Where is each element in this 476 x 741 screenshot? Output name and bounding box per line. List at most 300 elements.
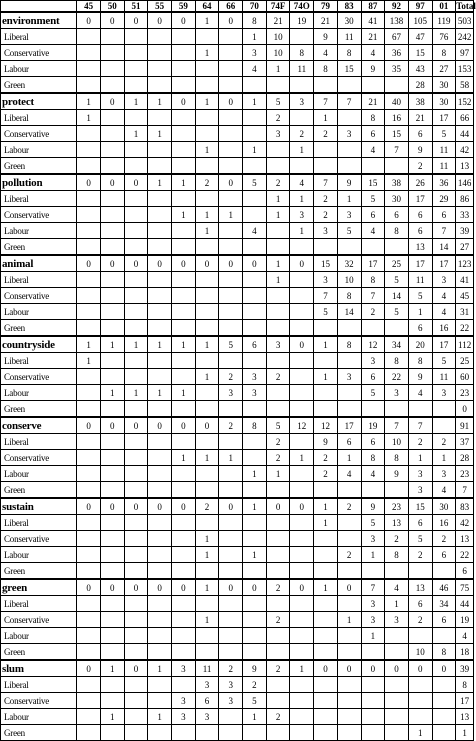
party-count-cell: [100, 401, 124, 418]
party-count-cell: 10: [266, 29, 290, 45]
term-count-cell: 0: [290, 579, 314, 596]
term-count-cell: 1: [172, 174, 196, 191]
party-count-cell: 2: [385, 531, 409, 547]
column-header: 70: [243, 1, 267, 13]
party-count-cell: [195, 563, 219, 580]
party-count-cell: [290, 547, 314, 563]
party-row: [1, 709, 474, 725]
party-row: [1, 725, 474, 741]
party-count-cell: 6: [408, 207, 432, 223]
party-row: [1, 644, 474, 661]
party-count-cell: 2: [219, 369, 243, 385]
party-count-cell: [385, 677, 409, 693]
party-count-cell: [361, 725, 385, 741]
party-count-cell: [314, 547, 338, 563]
party-count-cell: [219, 482, 243, 499]
party-count-cell: [148, 207, 172, 223]
party-count-cell: [124, 450, 148, 466]
party-count-cell: 28: [456, 450, 474, 466]
term-count-cell: 17: [408, 255, 432, 272]
party-count-cell: [172, 320, 196, 337]
party-count-cell: 17: [408, 191, 432, 207]
term-count-cell: 0: [77, 579, 101, 596]
party-count-cell: 3: [219, 693, 243, 709]
party-count-cell: 6: [408, 223, 432, 239]
term-count-cell: 1: [195, 336, 219, 353]
party-label: Conservative: [1, 531, 77, 547]
party-count-cell: 2: [361, 304, 385, 320]
term-label: green: [1, 579, 77, 596]
party-label: Green: [1, 320, 77, 337]
party-count-cell: [100, 466, 124, 482]
term-count-cell: 20: [408, 336, 432, 353]
party-count-cell: [314, 709, 338, 725]
party-count-cell: [172, 288, 196, 304]
party-count-cell: [195, 272, 219, 288]
party-count-cell: 3: [195, 677, 219, 693]
term-count-cell: 0: [361, 660, 385, 677]
party-count-cell: 1: [408, 450, 432, 466]
party-count-cell: [148, 272, 172, 288]
term-count-cell: 15: [361, 174, 385, 191]
term-count-cell: 0: [124, 174, 148, 191]
party-count-cell: [124, 612, 148, 628]
party-count-cell: [195, 644, 219, 661]
party-count-cell: [124, 142, 148, 158]
party-count-cell: [361, 401, 385, 418]
party-count-cell: [195, 29, 219, 45]
party-count-cell: [172, 515, 196, 531]
party-count-cell: 5: [361, 191, 385, 207]
party-count-cell: 13: [385, 515, 409, 531]
term-count-cell: 7: [408, 417, 432, 434]
party-count-cell: [124, 45, 148, 61]
party-count-cell: [290, 628, 314, 644]
party-count-cell: [266, 223, 290, 239]
party-count-cell: [148, 158, 172, 175]
party-count-cell: [290, 725, 314, 741]
party-count-cell: [148, 353, 172, 369]
term-label: protect: [1, 93, 77, 110]
party-count-cell: 1: [290, 191, 314, 207]
party-count-cell: 2: [314, 207, 338, 223]
party-count-cell: [77, 223, 101, 239]
party-count-cell: [148, 223, 172, 239]
term-count-cell: 0: [290, 255, 314, 272]
party-count-cell: [148, 547, 172, 563]
party-count-cell: [290, 304, 314, 320]
party-count-cell: 4: [361, 45, 385, 61]
party-label: Liberal: [1, 110, 77, 126]
party-count-cell: 9: [385, 466, 409, 482]
term-count-cell: 34: [385, 336, 409, 353]
party-count-cell: 6: [195, 693, 219, 709]
party-count-cell: 2: [314, 126, 338, 142]
party-count-cell: [124, 531, 148, 547]
party-row: [1, 304, 474, 320]
party-count-cell: [172, 29, 196, 45]
party-count-cell: [148, 401, 172, 418]
term-count-cell: 0: [100, 12, 124, 29]
party-count-cell: [100, 239, 124, 256]
term-count-cell: 138: [385, 12, 409, 29]
term-count-cell: 0: [219, 498, 243, 515]
party-count-cell: 3: [432, 272, 456, 288]
term-count-cell: 9: [337, 174, 361, 191]
party-count-cell: 5: [408, 531, 432, 547]
party-row: [1, 515, 474, 531]
party-count-cell: [100, 77, 124, 94]
term-count-cell: 0: [172, 93, 196, 110]
term-count-cell: 8: [337, 336, 361, 353]
party-count-cell: 1: [314, 110, 338, 126]
party-count-cell: [77, 693, 101, 709]
term-count-cell: 2: [219, 417, 243, 434]
party-count-cell: [100, 158, 124, 175]
party-count-cell: 10: [385, 434, 409, 450]
party-count-cell: [172, 239, 196, 256]
party-count-cell: [219, 531, 243, 547]
party-count-cell: 16: [432, 515, 456, 531]
party-count-cell: 8: [385, 223, 409, 239]
party-count-cell: 1: [195, 207, 219, 223]
party-count-cell: 11: [408, 272, 432, 288]
party-count-cell: 2: [243, 677, 267, 693]
term-count-cell: 30: [337, 12, 361, 29]
party-count-cell: [314, 677, 338, 693]
party-row: [1, 126, 474, 142]
party-count-cell: 60: [456, 369, 474, 385]
column-header: 92: [385, 1, 409, 13]
party-count-cell: 23: [456, 466, 474, 482]
party-count-cell: [77, 531, 101, 547]
party-count-cell: [290, 369, 314, 385]
party-row: [1, 191, 474, 207]
party-count-cell: [195, 482, 219, 499]
party-count-cell: [243, 401, 267, 418]
term-count-cell: 5: [266, 417, 290, 434]
party-label: Labour: [1, 223, 77, 239]
party-count-cell: 1: [100, 709, 124, 725]
term-count-cell: 13: [408, 579, 432, 596]
party-count-cell: 41: [456, 272, 474, 288]
party-count-cell: 9: [408, 369, 432, 385]
term-count-cell: 1: [314, 336, 338, 353]
party-count-cell: [266, 288, 290, 304]
header-corner: [1, 1, 77, 13]
party-count-cell: [148, 531, 172, 547]
party-count-cell: 1: [266, 272, 290, 288]
party-count-cell: [124, 369, 148, 385]
party-count-cell: [266, 531, 290, 547]
term-count-cell: 0: [219, 174, 243, 191]
party-count-cell: 11: [290, 61, 314, 77]
party-count-cell: 2: [314, 191, 338, 207]
party-count-cell: [124, 709, 148, 725]
term-count-cell: 0: [100, 498, 124, 515]
party-count-cell: 1: [77, 110, 101, 126]
party-count-cell: [337, 531, 361, 547]
party-count-cell: [337, 677, 361, 693]
party-count-cell: [172, 304, 196, 320]
term-count-cell: 30: [432, 93, 456, 110]
party-count-cell: 9: [314, 29, 338, 45]
term-count-cell: 0: [195, 255, 219, 272]
term-count-cell: 0: [124, 255, 148, 272]
party-count-cell: 11: [432, 369, 456, 385]
party-count-cell: [266, 353, 290, 369]
party-count-cell: [361, 239, 385, 256]
party-count-cell: 6: [361, 369, 385, 385]
party-count-cell: 5: [408, 288, 432, 304]
party-count-cell: [219, 223, 243, 239]
party-count-cell: [77, 725, 101, 741]
term-count-cell: 0: [243, 579, 267, 596]
party-count-cell: 1: [337, 191, 361, 207]
party-count-cell: [148, 596, 172, 612]
party-count-cell: [195, 61, 219, 77]
party-count-cell: [172, 466, 196, 482]
term-row: [1, 579, 474, 596]
party-count-cell: [219, 644, 243, 661]
party-count-cell: [77, 239, 101, 256]
term-count-cell: 32: [337, 255, 361, 272]
party-count-cell: 6: [337, 434, 361, 450]
term-count-cell: 0: [100, 579, 124, 596]
party-count-cell: [243, 320, 267, 337]
party-count-cell: [266, 77, 290, 94]
party-count-cell: [266, 628, 290, 644]
party-count-cell: [314, 401, 338, 418]
party-count-cell: 1: [219, 450, 243, 466]
party-row: [1, 320, 474, 337]
party-count-cell: 4: [337, 466, 361, 482]
party-count-cell: 1: [432, 450, 456, 466]
party-count-cell: [266, 563, 290, 580]
party-count-cell: 3: [361, 596, 385, 612]
party-count-cell: 1: [195, 142, 219, 158]
party-count-cell: [266, 239, 290, 256]
party-count-cell: 3: [314, 223, 338, 239]
party-label: Labour: [1, 61, 77, 77]
party-count-cell: 3: [337, 207, 361, 223]
party-count-cell: [77, 126, 101, 142]
party-count-cell: 8: [290, 45, 314, 61]
party-count-cell: 27: [432, 61, 456, 77]
party-count-cell: 3: [361, 612, 385, 628]
party-count-cell: [337, 482, 361, 499]
party-count-cell: 1: [337, 450, 361, 466]
party-label: Conservative: [1, 45, 77, 61]
party-count-cell: [314, 563, 338, 580]
party-count-cell: 16: [385, 110, 409, 126]
term-count-cell: 8: [243, 12, 267, 29]
column-header: 97: [408, 1, 432, 13]
term-count-cell: 2: [195, 174, 219, 191]
party-count-cell: [243, 158, 267, 175]
party-label: Conservative: [1, 126, 77, 142]
party-count-cell: [77, 563, 101, 580]
party-label: Green: [1, 239, 77, 256]
term-count-cell: 7: [385, 417, 409, 434]
party-label: Labour: [1, 304, 77, 320]
term-count-cell: 0: [314, 660, 338, 677]
party-count-cell: 6: [408, 596, 432, 612]
party-count-cell: 43: [408, 61, 432, 77]
party-count-cell: [243, 191, 267, 207]
party-count-cell: [408, 709, 432, 725]
party-count-cell: [290, 158, 314, 175]
party-count-cell: [172, 45, 196, 61]
term-count-cell: 0: [77, 174, 101, 191]
party-count-cell: [290, 466, 314, 482]
party-count-cell: [148, 369, 172, 385]
party-count-cell: 47: [408, 29, 432, 45]
party-count-cell: [314, 531, 338, 547]
term-count-cell: 23: [385, 498, 409, 515]
party-count-cell: [124, 596, 148, 612]
party-count-cell: [77, 466, 101, 482]
party-count-cell: [337, 142, 361, 158]
party-count-cell: [172, 61, 196, 77]
term-count-cell: 0: [124, 660, 148, 677]
party-count-cell: [195, 466, 219, 482]
party-count-cell: [100, 272, 124, 288]
column-header: 79: [314, 1, 338, 13]
term-count-cell: 36: [432, 174, 456, 191]
party-row: [1, 61, 474, 77]
party-count-cell: 76: [432, 29, 456, 45]
party-count-cell: [290, 677, 314, 693]
term-count-cell: 11: [195, 660, 219, 677]
party-count-cell: [243, 272, 267, 288]
term-count-cell: 0: [408, 660, 432, 677]
party-row: [1, 223, 474, 239]
party-count-cell: [219, 126, 243, 142]
header-row: [1, 1, 474, 13]
term-count-cell: 0: [77, 417, 101, 434]
party-count-cell: 6: [361, 126, 385, 142]
term-count-cell: 2: [195, 498, 219, 515]
table-body: [1, 12, 474, 741]
party-count-cell: 5: [385, 304, 409, 320]
party-count-cell: [408, 677, 432, 693]
party-count-cell: 4: [314, 45, 338, 61]
party-count-cell: [124, 288, 148, 304]
party-count-cell: [172, 547, 196, 563]
party-count-cell: 8: [432, 45, 456, 61]
party-count-cell: [314, 725, 338, 741]
party-count-cell: [148, 563, 172, 580]
term-count-cell: 38: [408, 93, 432, 110]
party-count-cell: [432, 401, 456, 418]
party-count-cell: 1: [148, 126, 172, 142]
party-count-cell: 13: [456, 531, 474, 547]
term-count-cell: 21: [266, 12, 290, 29]
party-count-cell: 1: [314, 515, 338, 531]
party-count-cell: 3: [172, 693, 196, 709]
party-label: Liberal: [1, 29, 77, 45]
party-count-cell: [148, 320, 172, 337]
party-count-cell: [172, 110, 196, 126]
term-count-cell: 1: [243, 93, 267, 110]
term-count-cell: 0: [172, 498, 196, 515]
party-count-cell: [100, 531, 124, 547]
party-count-cell: [219, 29, 243, 45]
party-count-cell: [219, 725, 243, 741]
party-count-cell: [124, 223, 148, 239]
term-count-cell: 0: [290, 498, 314, 515]
party-count-cell: [124, 401, 148, 418]
term-count-cell: 146: [456, 174, 474, 191]
party-count-cell: [172, 612, 196, 628]
party-count-cell: 1: [290, 142, 314, 158]
party-count-cell: [100, 110, 124, 126]
party-count-cell: 6: [361, 434, 385, 450]
party-count-cell: [124, 547, 148, 563]
party-count-cell: [148, 628, 172, 644]
party-count-cell: [361, 482, 385, 499]
party-count-cell: 10: [337, 272, 361, 288]
party-count-cell: [290, 320, 314, 337]
party-row: [1, 288, 474, 304]
term-count-cell: 21: [314, 12, 338, 29]
term-count-cell: 1: [195, 12, 219, 29]
party-count-cell: [77, 191, 101, 207]
party-count-cell: 6: [408, 126, 432, 142]
party-count-cell: [385, 563, 409, 580]
term-count-cell: 30: [432, 498, 456, 515]
party-count-cell: [290, 434, 314, 450]
party-count-cell: [219, 612, 243, 628]
party-count-cell: 9: [314, 434, 338, 450]
party-count-cell: 6: [432, 612, 456, 628]
party-count-cell: [100, 547, 124, 563]
term-count-cell: 0: [148, 255, 172, 272]
party-count-cell: [337, 401, 361, 418]
party-count-cell: [100, 369, 124, 385]
term-count-cell: 12: [290, 417, 314, 434]
party-count-cell: [266, 677, 290, 693]
party-count-cell: [243, 353, 267, 369]
party-count-cell: [100, 29, 124, 45]
party-count-cell: [195, 320, 219, 337]
term-count-cell: 0: [77, 255, 101, 272]
party-row: [1, 239, 474, 256]
party-count-cell: 15: [385, 126, 409, 142]
party-count-cell: [290, 77, 314, 94]
term-count-cell: 0: [290, 336, 314, 353]
party-count-cell: 13: [456, 709, 474, 725]
party-count-cell: 8: [361, 272, 385, 288]
party-count-cell: [290, 693, 314, 709]
term-count-cell: 1: [124, 93, 148, 110]
party-count-cell: 11: [337, 29, 361, 45]
term-count-cell: 8: [243, 417, 267, 434]
party-count-cell: 3: [172, 709, 196, 725]
party-count-cell: [266, 385, 290, 401]
party-label: Green: [1, 644, 77, 661]
party-row: [1, 110, 474, 126]
term-count-cell: 0: [100, 174, 124, 191]
party-count-cell: 8: [314, 61, 338, 77]
term-row: [1, 255, 474, 272]
party-count-cell: 6: [408, 320, 432, 337]
party-count-cell: 2: [266, 369, 290, 385]
term-count-cell: 2: [266, 174, 290, 191]
party-count-cell: [243, 628, 267, 644]
party-count-cell: [124, 207, 148, 223]
